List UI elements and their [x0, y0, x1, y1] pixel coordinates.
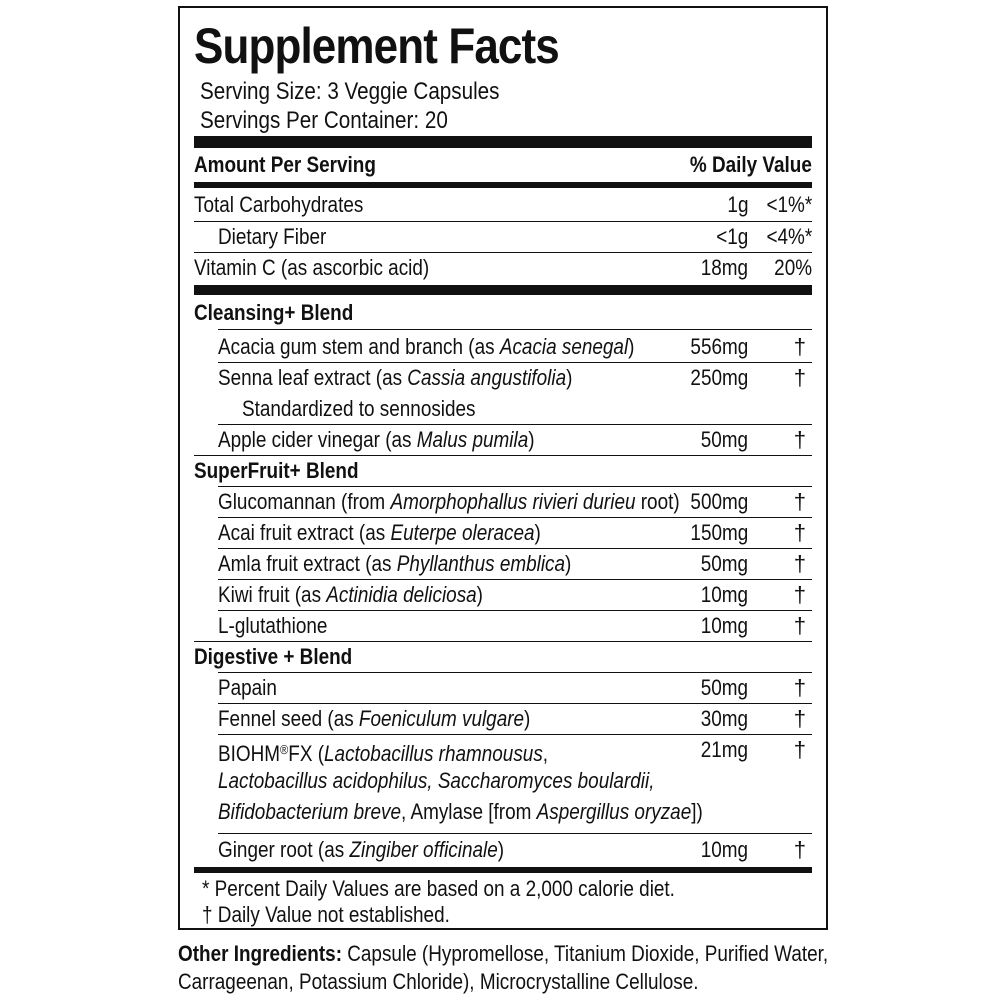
ingredient-continuation: Bifidobacterium breve, Amylase [from Aspergillus oryzae]) [218, 799, 703, 824]
ingredient-continuation: Lactobacillus acidophilus, Saccharomyces boulardii, [218, 768, 655, 793]
ingredient-row: Acai fruit extract (as Euterpe oleracea) 150mg † [218, 520, 806, 545]
blend-heading: SuperFruit+ Blend [194, 458, 359, 483]
ingredient-row: Papain 50mg † [218, 675, 806, 700]
servings-per-container: Servings Per Container: 20 [200, 107, 448, 134]
thick-divider [194, 136, 812, 148]
nutrient-row: Vitamin C (as ascorbic acid) 18mg 20% [194, 255, 812, 280]
ingredient-row: Ginger root (as Zingiber officinale) 10mg † [218, 837, 806, 862]
panel-title: Supplement Facts [194, 18, 559, 74]
blend-heading: Digestive + Blend [194, 644, 353, 669]
ingredient-row-biohm: BIOHM®FX (Lactobacillus rhamnousus, 21mg † [218, 737, 806, 766]
medium-divider [194, 867, 812, 873]
medium-divider [194, 182, 812, 188]
footnote-daily-values: * Percent Daily Values are based on a 2,000 calorie diet. [202, 876, 675, 901]
footnote-not-established: † Daily Value not established. [202, 902, 450, 927]
ingredient-row: Senna leaf extract (as Cassia angustifolia) 250mg † [218, 365, 806, 390]
ingredient-row: Fennel seed (as Foeniculum vulgare) 30mg † [218, 706, 806, 731]
blend-heading: Cleansing+ Blend [194, 300, 354, 325]
ingredient-row: Acacia gum stem and branch (as Acacia senegal) 556mg † [218, 334, 806, 359]
nutrient-row: Dietary Fiber <1g <4%* [218, 224, 812, 249]
ingredient-row: Amla fruit extract (as Phyllanthus emblica) 50mg † [218, 551, 806, 576]
ingredient-row: L-glutathione 10mg † [218, 613, 806, 638]
thick-divider [194, 285, 812, 295]
other-ingredients-text: Capsule (Hypromellose, Titanium Dioxide, Purified Water, Carrageenan, Potassium Chloride), Microcrystalline Cellulose. [178, 941, 829, 994]
header-row: Amount Per Serving % Daily Value [194, 152, 812, 177]
other-ingredients-label: Other Ingredients: [178, 941, 342, 966]
row-divider [218, 833, 812, 834]
serving-size: Serving Size: 3 Veggie Capsules [200, 78, 500, 105]
ingredient-row: Apple cider vinegar (as Malus pumila) 50mg † [218, 427, 806, 452]
ingredient-row: Kiwi fruit (as Actinidia deliciosa) 10mg † [218, 582, 806, 607]
nutrient-row: Total Carbohydrates 1g <1%* [194, 192, 812, 217]
other-ingredients [178, 940, 838, 996]
ingredient-note: Standardized to sennosides [242, 396, 476, 421]
supplement-facts-panel [178, 6, 828, 930]
row-divider [218, 329, 812, 330]
ingredient-row: Glucomannan (from Amorphophallus rivieri durieu root) 500mg † [218, 489, 806, 514]
